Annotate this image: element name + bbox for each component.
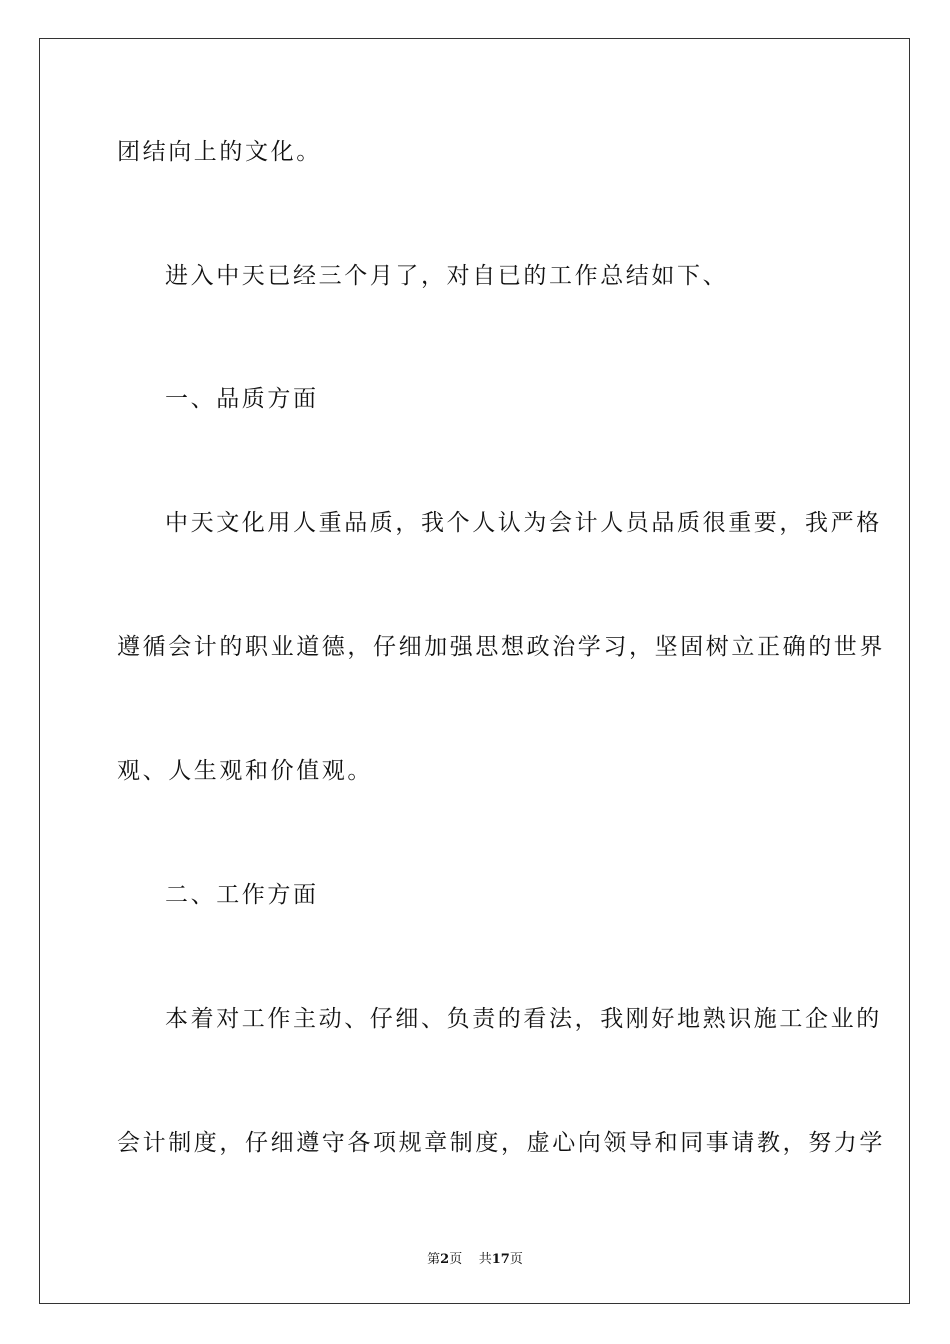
paragraph-line-4: 遵循会计的职业道德，仔细加强思想政治学习，坚固树立正确的世界: [117, 634, 885, 660]
paragraph-line-5: 观、人生观和价值观。: [117, 758, 373, 784]
section-heading-1: 一、品质方面: [165, 386, 319, 412]
footer-page-suffix: 页: [449, 1252, 463, 1267]
paragraph-line-2: 进入中天已经三个月了，对自已的工作总结如下、: [165, 263, 729, 289]
paragraph-line-1: 团结向上的文化。: [117, 139, 322, 165]
footer-page-number: 2: [440, 1252, 450, 1267]
paragraph-line-7: 会计制度，仔细遵守各项规章制度，虚心向领导和同事请教，努力学: [117, 1130, 885, 1156]
footer-total-pages: 17: [491, 1252, 510, 1267]
footer-total-suffix: 页: [509, 1252, 523, 1267]
paragraph-line-3: 中天文化用人重品质，我个人认为会计人员品质很重要，我严格: [165, 510, 882, 536]
footer-page-prefix: 第: [427, 1252, 441, 1267]
footer-total-prefix: 共: [478, 1252, 492, 1267]
page-border: [39, 38, 910, 1304]
page-footer: [0, 1248, 950, 1267]
paragraph-line-6: 本着对工作主动、仔细、负责的看法，我刚好地熟识施工企业的: [165, 1006, 882, 1032]
section-heading-2: 二、工作方面: [165, 882, 319, 908]
